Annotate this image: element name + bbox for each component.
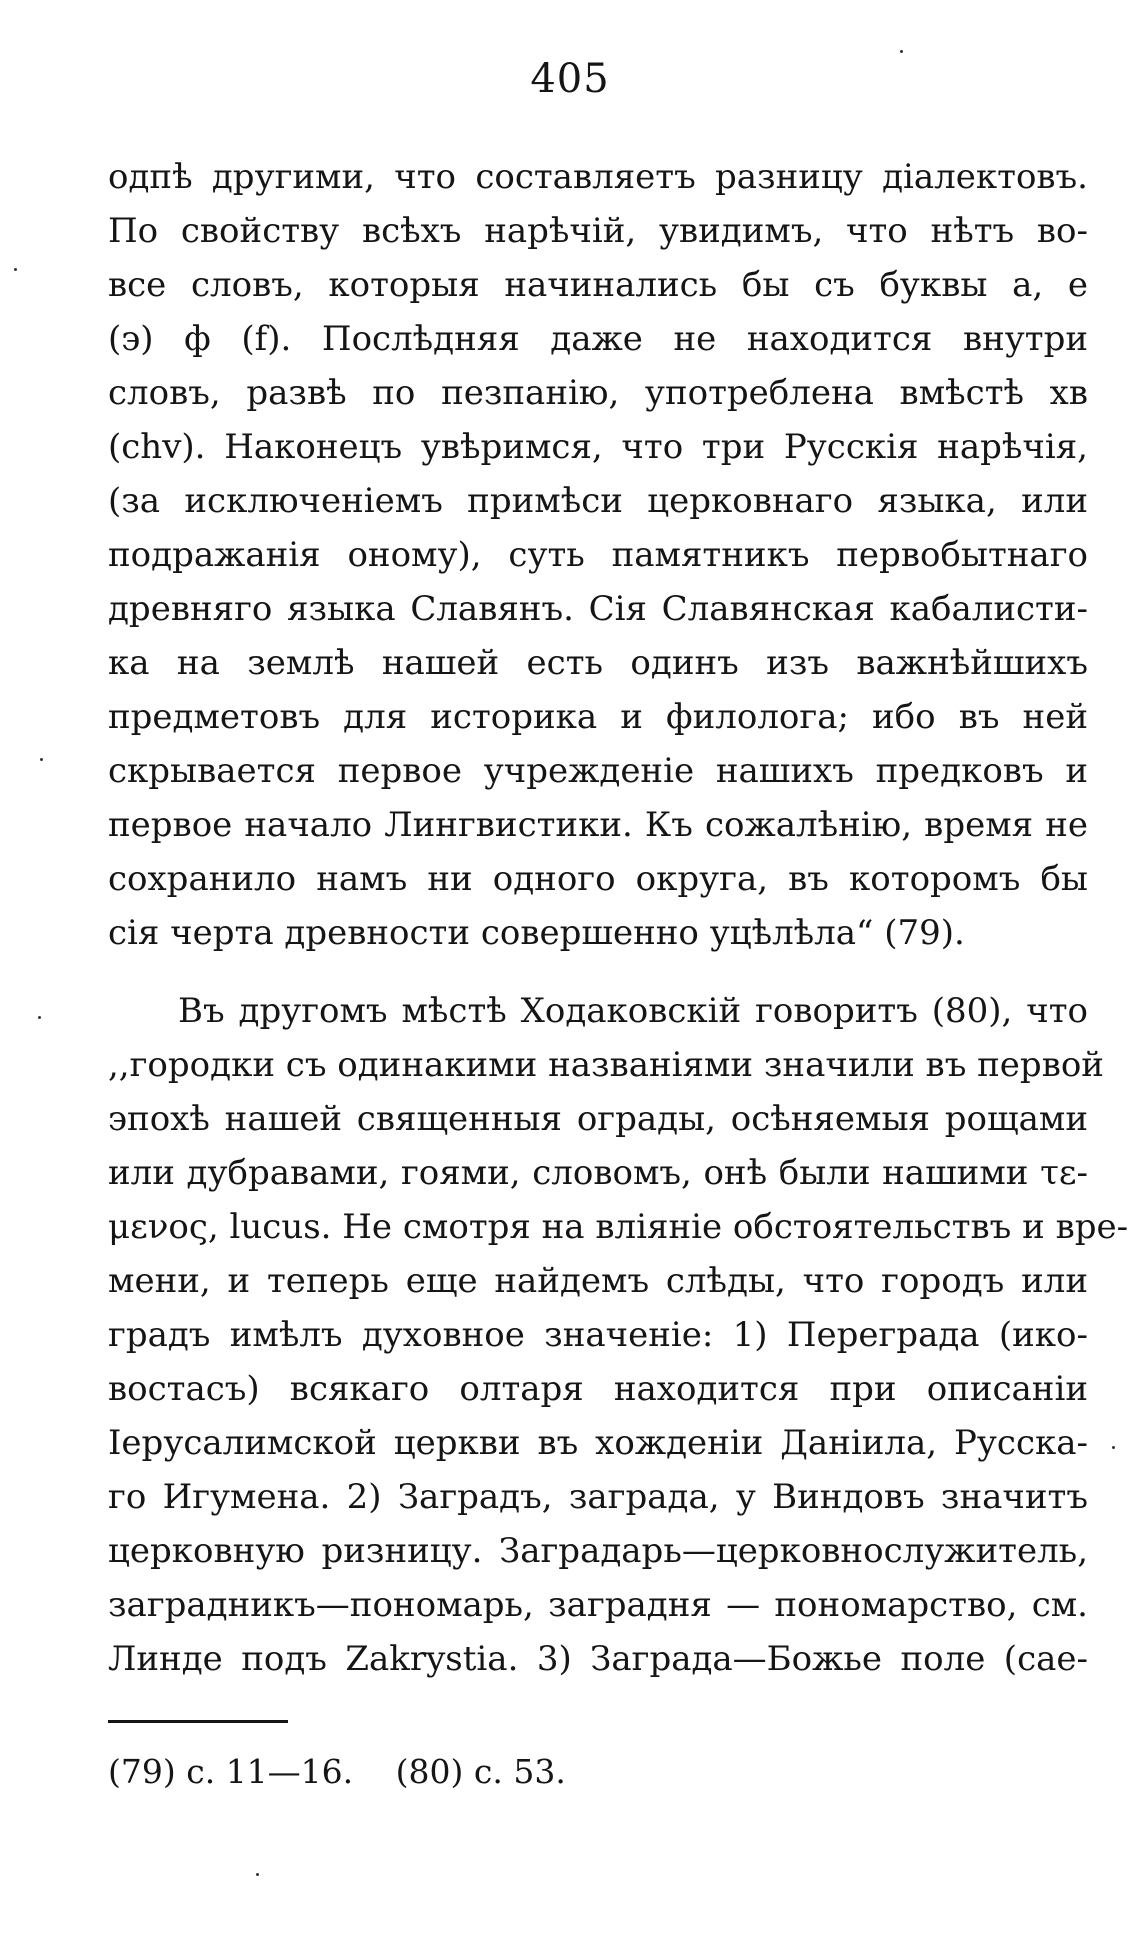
scan-speck xyxy=(256,1873,259,1876)
paragraph-gap xyxy=(108,960,1088,984)
text-line: (chv). Наконецъ увѣримся, что три Русскія нарѣчія, xyxy=(108,427,1088,467)
text-line: подражанія оному), суть памятникъ первобытнаго xyxy=(108,535,1088,575)
text-line: ка на землѣ нашей есть одинъ изъ важнѣйшихъ xyxy=(108,643,1088,683)
text-line: эпохѣ нашей священныя ограды, осѣняемыя рощами xyxy=(108,1099,1088,1139)
text-line: одпѣ другими, что составляетъ разницу діалектовъ. xyxy=(108,157,1088,197)
footnote-80: (80) с. 53. xyxy=(395,1752,566,1791)
text-line: сохранило намъ ни одного округа, въ которомъ бы xyxy=(108,859,1088,899)
text-line: древняго языка Славянъ. Сія Славянская кабалисти- xyxy=(108,589,1088,629)
text-line: μενος, lucus. Не смотря на вліяніе обстоятельствъ и вре- xyxy=(108,1207,1129,1247)
page-number: 405 xyxy=(530,56,610,102)
scan-speck xyxy=(38,1016,41,1019)
text-line: предметовъ для историка и филолога; ибо въ ней xyxy=(108,697,1088,737)
text-line: или дубравами, гоями, словомъ, онѣ были нашими τε- xyxy=(108,1153,1088,1193)
text-line: Въ другомъ мѣстѣ Ходаковскій говоритъ (80), что xyxy=(178,991,1088,1031)
text-line: По свойству всѣхъ нарѣчій, увидимъ, что нѣтъ во- xyxy=(108,211,1088,251)
scan-speck xyxy=(14,268,17,271)
footnote-79: (79) с. 11—16. xyxy=(108,1752,354,1791)
text-line: востасъ) всякаго олтаря находится при описаніи xyxy=(108,1369,1088,1409)
text-line: первое начало Лингвистики. Къ сожалѣнію, время не xyxy=(108,805,1088,845)
text-line: го Игумена. 2) Заградъ, заграда, у Виндовъ значитъ xyxy=(108,1477,1088,1517)
scan-speck xyxy=(900,50,903,53)
text-line: (за исключеніемъ примѣси церковнаго языка, или xyxy=(108,481,1088,521)
text-line: ,,городки съ одинакими названіями значили въ первой xyxy=(108,1045,1104,1085)
text-line: сія черта древности совершенно уцѣлѣла“ (79). xyxy=(108,913,965,953)
text-line: (э) ф (f). Послѣдняя даже не находится внутри xyxy=(108,319,1088,359)
text-line: все словъ, которыя начинались бы съ буквы а, е xyxy=(108,265,1088,305)
scan-speck xyxy=(1112,1446,1115,1449)
text-line: словъ, развѣ по пезпанію, употреблена вмѣстѣ хв xyxy=(108,373,1088,413)
text-line: церковную ризницу. Заградарь—церковнослужитель, xyxy=(108,1531,1088,1571)
footnotes xyxy=(108,1745,566,1799)
text-line: мени, и теперь еще найдемъ слѣды, что городъ или xyxy=(108,1261,1088,1301)
text-line: заградникъ—пономарь, заградня — пономарство, см. xyxy=(108,1585,1088,1625)
text-line: скрывается первое учрежденіе нашихъ предковъ и xyxy=(108,751,1088,791)
scan-speck xyxy=(40,758,43,761)
text-line: градъ имѣлъ духовное значеніе: 1) Переграда (ико- xyxy=(108,1315,1088,1355)
text-line: Линде подъ Zakrystia. 3) Заграда—Божье поле (сае- xyxy=(108,1639,1088,1679)
footnote-divider xyxy=(108,1720,288,1723)
text-line: Іерусалимской церкви въ хожденіи Даніила, Русска- xyxy=(108,1423,1088,1463)
body-text xyxy=(108,150,1129,1686)
